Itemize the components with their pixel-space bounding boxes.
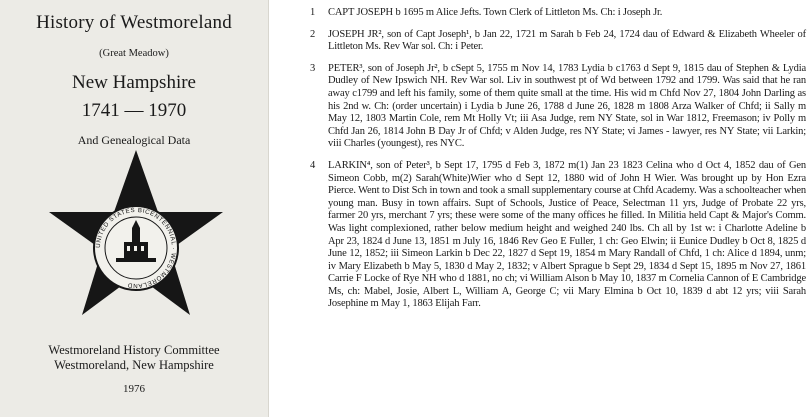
entry-number: 4 [310, 159, 316, 171]
cover-title: History of Westmoreland [36, 12, 232, 33]
entry-text: LARKIN⁴, son of Peter³, b Sept 17, 1795 d Feb 3, 1872 m(1) Jan 23 1823 Celina who d Oct 4, 1852 dau of Gen Simeon Cobb, m(2) Sarah(White)Wier who d Sept 12, 1880 wid of John H Wier. Was brought up by Hon Ezra Pierce. Went to Dist Sch in town and took a small supplementary course at Chfd Academy. Was a schoolteacher when young man. Busy in town affairs. Supt of Schools, Justice of Peace, Selectman 11 yrs, Judge of Probate 22 yrs, farmer 20 yrs, merchant 7 yrs; these were some of the many offices he filled. In Militia held Capt & Major's Comm. Was light complexioned, rather below medium height and weighed 240 lbs. Ch all by 1st w: i Charlotte Adeline b Apr 23, 1824 d June 13, 1851 m July 16, 1846 Rev Geo E Fuller, 1 ch: Geo Elwin; ii Eunice Dudley b Oct 8, 1825 d June 12, 1852; iii Simeon Larkin b Dec 22, 1827 d Sept 19, 1854 m Mary Randall of Chfd, 1 ch: Alice d 1894, unm; iv Mary Elizabeth b May 5, 1830 d May 2, 1832; v Albert Sprague b Sept 29, 1834 d Sept 15, 1895 m Nov 27, 1861 Carrie F Locke of Rye NH who d 1881, no ch; vi William Alson b May 10, 1837 m Cornelia Cannon of E Cambridge Ms, ch: Mabel, Josie, Albert L, William A, George C; vii Mary Elmina b Oct 10, 1839 d abt 12 yrs; viii Sarah Josephine m May 1, 1863 Elijah Farr. [328, 159, 806, 310]
genealogy-entry [300, 7, 806, 20]
cover-years: 1741 — 1970 [81, 100, 187, 121]
entry-number: 3 [310, 62, 316, 74]
cover-tagline: And Genealogical Data [77, 133, 191, 147]
genealogy-entry [300, 63, 806, 151]
book-cover [0, 0, 269, 417]
entry-number: 1 [310, 7, 316, 18]
genealogy-entry [300, 29, 806, 54]
cover-state: New Hampshire [72, 72, 196, 93]
cover-place: Westmoreland, New Hampshire [54, 358, 214, 372]
entry-number: 2 [310, 28, 316, 40]
cover-year: 1976 [123, 383, 145, 395]
entry-text: CAPT JOSEPH b 1695 m Alice Jefts. Town Clerk of Littleton Ms. Ch: i Joseph Jr. [328, 7, 663, 18]
entry-text: JOSEPH JR², son of Capt Joseph¹, b Jan 22, 1721 m Sarah b Feb 24, 1724 dau of Edward & Elizabeth Wheeler of Littleton Ms. Rev War sol. Ch: i Peter. [328, 28, 806, 53]
genealogy-text [300, 7, 806, 320]
cover-subtitle: (Great Meadow) [99, 48, 169, 59]
seal-ring-text: UNITED STATES BICENTENNIAL · WESTMORELAND [94, 206, 178, 290]
genealogy-entry [300, 160, 806, 311]
cover-committee: Westmoreland History Committee [48, 343, 220, 357]
entry-text: PETER³, son of Joseph Jr², b cSept 5, 1755 m Nov 14, 1783 Lydia b c1763 d Sept 9, 1815 dau of Stephen & Lydia Dudley of New Ipswich NH. Rev War sol. Liv in southwest pt of Wd between 1792 and 1799. Was said that he ran away c1799 and left his family, some of them quite small at the time. His wid m Chfd Nov 27, 1804 John Darling as his 2nd w. Ch: (order uncertain) i Lydia b June 26, 1788 d June 26, 1828 m 1808 Arza Walker of Chfd; ii Sally m May 12, 1803 Martin Cole, rem Mt Holly Vt; iii Asa Judge, rem NY State, sol in War 1812, Freemason; iv Polly m Chfd Jan 26, 1814 John B Day Jr of Chfd; v Alden Judge, res NY State; vi James - lawyer, res NY State; vii Larkin; viii Charles (youngest), res NYC. [328, 62, 806, 150]
bicentennial-star-seal [48, 150, 224, 326]
